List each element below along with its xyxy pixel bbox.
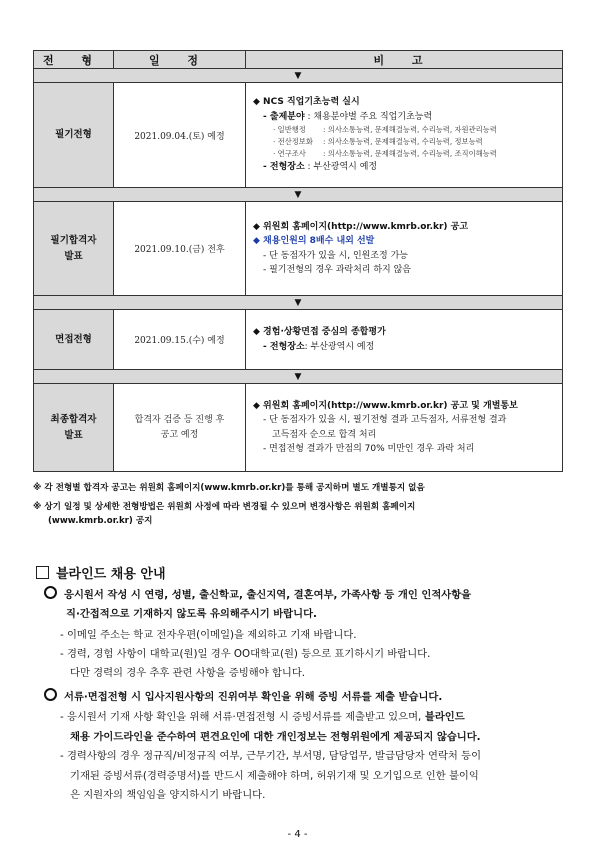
paragraph-1: 응시원서 작성 시 연령, 성별, 출신학교, 출신지역, 결혼여부, 가족사항 등 개인 인적사항을 직·간접적으로 기재하지 않도록 유의해주시기 바랍니다.	[44, 586, 564, 624]
note-line: 고득점자 순으로 합격 처리	[272, 429, 377, 440]
arrow-down-icon: ▼	[34, 69, 563, 83]
note-line: - 전형장소: 부산광역시 예정	[263, 341, 375, 352]
arrow-row	[34, 296, 563, 310]
remarks-cell	[246, 384, 563, 472]
paragraph-2: 서류·면접전형 시 입사지원사항의 진위여부 확인을 위해 증빙 서류를 제출 받습니다.	[44, 688, 569, 707]
page-number: - 4 -	[287, 829, 308, 840]
table-header-row	[34, 51, 563, 69]
footnote-1: ※ 각 전형별 합격자 공고는 위원회 홈페이지(www.kmrb.or.kr)를 통해 공지하며 별도 개별통지 없음	[33, 483, 425, 493]
date-cell: 2021.09.10.(금) 전후	[114, 202, 246, 296]
table-row	[34, 384, 563, 472]
header-schedule: 일 정	[114, 51, 246, 69]
stage-cell: 면접전형	[34, 310, 114, 370]
note-line: - 단 동점자가 있을 시, 필기전형 결과 고득점자, 서류전형 결과	[263, 415, 507, 425]
note-line: - 단 동점자가 있을 시, 인원조정 가능	[263, 250, 408, 261]
arrow-row	[34, 69, 563, 83]
arrow-row	[34, 370, 563, 384]
circle-bullet-icon	[44, 688, 57, 701]
header-stage: 전 형	[34, 51, 114, 69]
note-subline: · 전산정보화 : 의사소통능력, 문제해결능력, 수리능력, 정보능력	[273, 137, 483, 147]
table-row	[34, 83, 563, 188]
note-line: ◆ 경험·상황면접 중심의 종합평가	[253, 327, 386, 337]
arrow-row	[34, 188, 563, 202]
remarks-cell	[246, 83, 563, 188]
stage-cell: 필기전형	[34, 83, 114, 188]
note-line: - 필기전형의 경우 과락처리 하지 않음	[263, 265, 411, 275]
date-cell: 합격자 검증 등 진행 후 공고 예정	[114, 384, 246, 472]
note-line: ◆ NCS 직업기초능력 실시	[253, 97, 360, 108]
arrow-down-icon: ▼	[34, 296, 563, 310]
note-line: - 출제분야 : 채용분야별 주요 직업기초능력	[263, 111, 433, 122]
table-row	[34, 202, 563, 296]
date-cell: 2021.09.15.(수) 예정	[114, 310, 246, 370]
note-subline: · 연구조사 : 의사소통능력, 문제해결능력, 수리능력, 조직이해능력	[273, 149, 497, 159]
checkbox-square-icon	[36, 566, 49, 579]
note-line: ◆ 채용인원의 8배수 내외 선발	[253, 236, 375, 246]
note-line: ◆ 위원회 홈페이지(http://www.kmrb.or.kr) 공고	[253, 221, 469, 232]
stage-cell: 필기합격자 발표	[34, 202, 114, 296]
circle-bullet-icon	[44, 586, 57, 599]
stage-cell: 최종합격자 발표	[34, 384, 114, 472]
note-subline: · 일반행정 : 의사소통능력, 문제해결능력, 수리능력, 자원관리능력	[273, 125, 497, 135]
paragraph-1-details: - 이메일 주소는 학교 전자우편(이메일)을 제외하고 기재 바랍니다. - 경력, 경험 사항이 대학교(원)일 경우 OO대학교(원) 등으로 표기하시기 바랍니다. 다만 경력의 경우 추후 관련 사항을 증빙해야 합니다.	[60, 629, 431, 679]
header-remarks: 비 고	[246, 51, 563, 69]
remarks-cell	[246, 310, 563, 370]
arrow-down-icon: ▼	[34, 188, 563, 202]
note-line: ◆ 위원회 홈페이지(http://www.kmrb.or.kr) 공고 및 개별통보	[253, 400, 518, 411]
note-line: - 면접전형 결과가 만점의 70% 미만인 경우 과락 처리	[263, 444, 475, 454]
date-cell: 2021.09.04.(토) 예정	[114, 83, 246, 188]
section-title: 블라인드 채용 안내	[36, 563, 166, 582]
paragraph-2-details: - 응시원서 기재 사항 확인을 위해 서류·면접전형 시 증빙서류를 제출받고 있으며, 블라인드 채용 가이드라인을 준수하여 편견요인에 대한 개인정보는 전형위원에게 제공되지 않습니다. - 경력사항의 경우 정규직/비정규직 여부, 근무기간, 부서명, 담당업무, 발급담당자 연락처 등이 기재된 증빙서류(경력증명서)를 반드시 제출해야 하며, 허위기재 및 오기입으로 인한 불이익 은 지원자의 책임임을 양지하시기 바랍니다.	[60, 711, 482, 801]
arrow-down-icon: ▼	[34, 370, 563, 384]
remarks-cell	[246, 202, 563, 296]
footnote-2: ※ 상기 일정 및 상세한 전형방법은 위원회 사정에 따라 변경될 수 있으며 변경사항은 위원회 홈페이지 (www.kmrb.or.kr) 공지	[33, 502, 416, 526]
table-row	[34, 310, 563, 370]
note-line: - 전형장소 : 부산광역시 예정	[263, 162, 378, 173]
schedule-table	[33, 50, 563, 472]
